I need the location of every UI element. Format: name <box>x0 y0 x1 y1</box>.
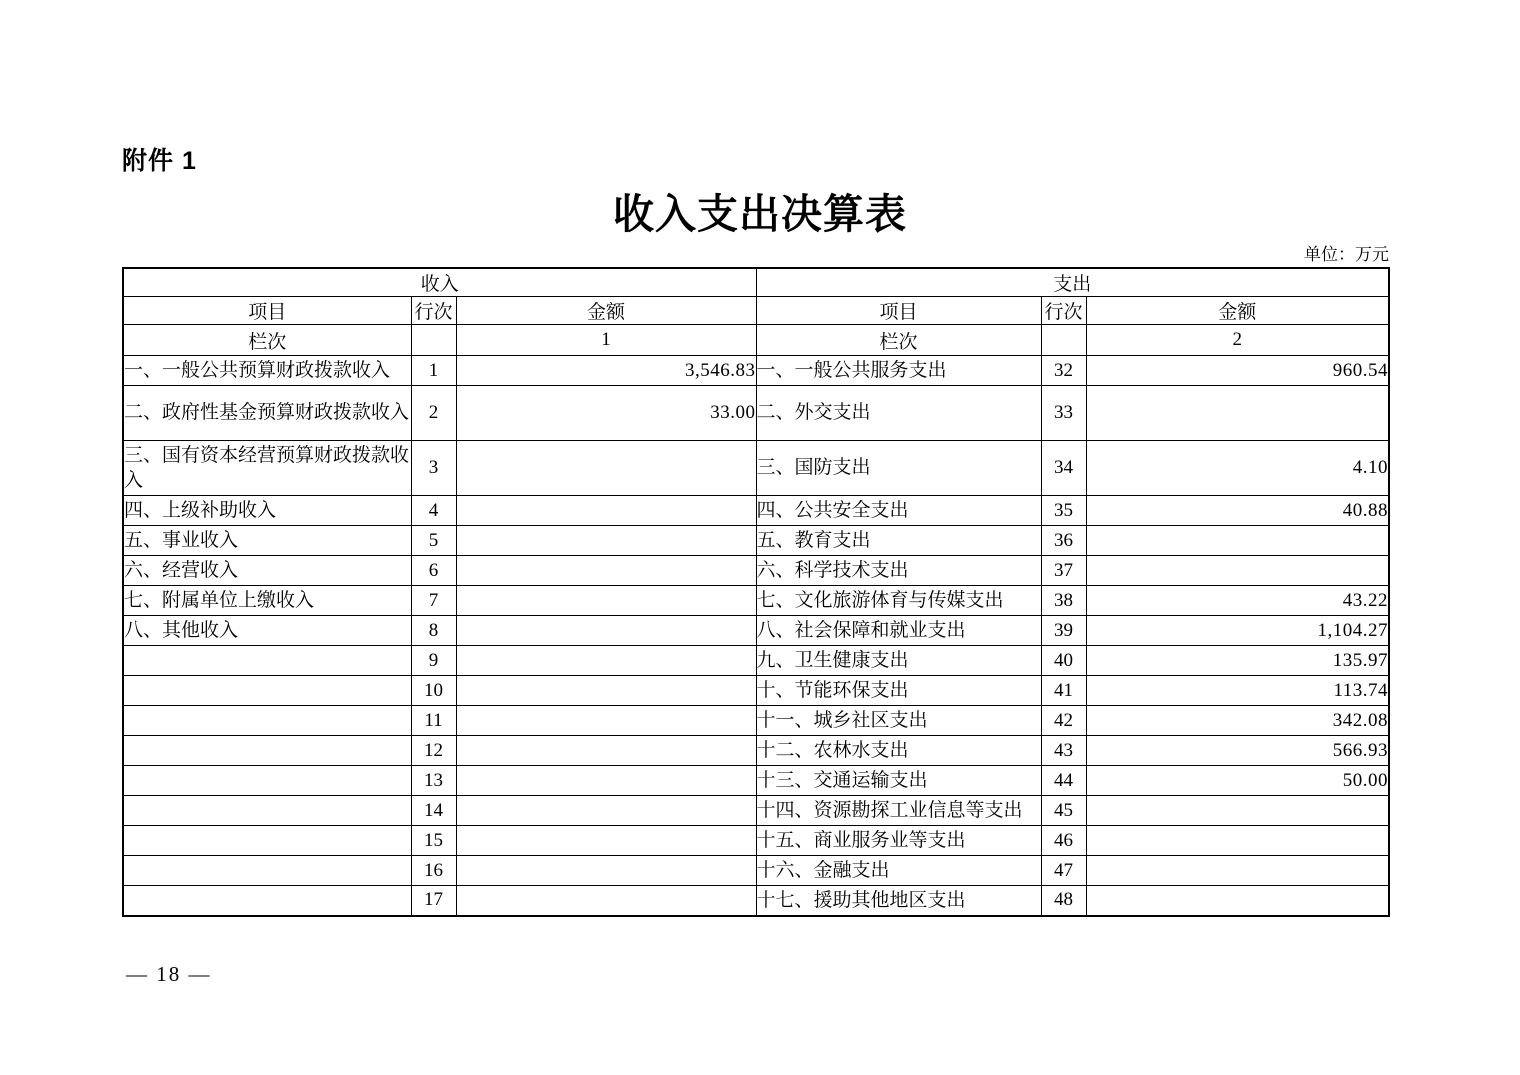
expense-item-cell: 七、文化旅游体育与传媒支出 <box>756 586 1041 616</box>
income-row-number-cell: 4 <box>411 496 456 526</box>
income-item-cell: 五、事业收入 <box>123 526 411 556</box>
expense-item-cell: 一、一般公共服务支出 <box>756 356 1041 386</box>
income-amount-cell <box>456 736 756 766</box>
page-number: — 18 — <box>126 962 212 986</box>
table-row <box>123 616 1389 646</box>
expense-item-cell: 十一、城乡社区支出 <box>756 706 1041 736</box>
table-row <box>123 886 1389 916</box>
expense-row-number-cell: 46 <box>1041 826 1086 856</box>
income-amount-cell <box>456 586 756 616</box>
expense-item-cell: 六、科学技术支出 <box>756 556 1041 586</box>
income-row-number-cell: 1 <box>411 356 456 386</box>
expense-item-header: 项目 <box>756 297 1041 325</box>
income-item-cell: 四、上级补助收入 <box>123 496 411 526</box>
income-item-cell: 二、政府性基金预算财政拨款收入 <box>123 386 411 441</box>
table-row <box>123 646 1389 676</box>
expense-item-cell: 八、社会保障和就业支出 <box>756 616 1041 646</box>
income-item-cell <box>123 826 411 856</box>
expense-row-number-cell: 42 <box>1041 706 1086 736</box>
income-item-cell: 六、经营收入 <box>123 556 411 586</box>
income-item-cell: 一、一般公共预算财政拨款收入 <box>123 356 411 386</box>
income-item-cell: 三、国有资本经营预算财政拨款收入 <box>123 441 411 496</box>
expense-row-number-cell: 47 <box>1041 856 1086 886</box>
income-amount-cell <box>456 766 756 796</box>
expense-amount-cell: 40.88 <box>1086 496 1389 526</box>
income-row-number-cell: 5 <box>411 526 456 556</box>
page-title: 收入支出决算表 <box>613 191 907 237</box>
table-row <box>123 526 1389 556</box>
expense-item-cell: 十五、商业服务业等支出 <box>756 826 1041 856</box>
expense-row-number-cell: 48 <box>1041 886 1086 916</box>
expense-item-cell: 十、节能环保支出 <box>756 676 1041 706</box>
income-item-cell <box>123 886 411 916</box>
income-row-number-cell: 13 <box>411 766 456 796</box>
expense-row-number-cell: 32 <box>1041 356 1086 386</box>
income-row-number-cell: 17 <box>411 886 456 916</box>
income-amount-cell <box>456 826 756 856</box>
income-amount-cell <box>456 526 756 556</box>
income-amount-cell <box>456 856 756 886</box>
expense-amount-header: 金额 <box>1086 297 1389 325</box>
table-row <box>123 556 1389 586</box>
income-amount-cell <box>456 496 756 526</box>
expense-item-cell: 十四、资源勘探工业信息等支出 <box>756 796 1041 826</box>
expense-amount-cell <box>1086 796 1389 826</box>
expense-row-number-cell: 33 <box>1041 386 1086 441</box>
table-row <box>123 386 1389 441</box>
expense-row-number-cell: 38 <box>1041 586 1086 616</box>
column-header-row <box>123 297 1389 325</box>
income-amount-cell: 33.00 <box>456 386 756 441</box>
income-section-header: 收入 <box>123 268 756 297</box>
income-rowno-header: 行次 <box>411 297 456 325</box>
expense-amount-cell <box>1086 886 1389 916</box>
expense-rowno-header: 行次 <box>1041 297 1086 325</box>
expense-row-number-cell: 41 <box>1041 676 1086 706</box>
expense-amount-cell <box>1086 386 1389 441</box>
income-row-number-cell: 8 <box>411 616 456 646</box>
income-item-cell: 八、其他收入 <box>123 616 411 646</box>
expense-item-cell: 二、外交支出 <box>756 386 1041 441</box>
expense-row-number-cell: 43 <box>1041 736 1086 766</box>
income-amount-cell <box>456 676 756 706</box>
expense-amount-cell: 342.08 <box>1086 706 1389 736</box>
income-amount-cell <box>456 796 756 826</box>
income-item-cell: 七、附属单位上缴收入 <box>123 586 411 616</box>
income-colindex-label: 栏次 <box>123 325 411 356</box>
expense-col-index: 2 <box>1086 325 1389 356</box>
expense-section-header: 支出 <box>756 268 1389 297</box>
income-amount-cell <box>456 616 756 646</box>
income-row-number-cell: 15 <box>411 826 456 856</box>
expense-item-cell: 十三、交通运输支出 <box>756 766 1041 796</box>
expense-amount-cell <box>1086 526 1389 556</box>
attachment-label: 附件 1 <box>122 147 197 175</box>
expense-amount-cell: 4.10 <box>1086 441 1389 496</box>
income-row-number-cell: 12 <box>411 736 456 766</box>
expense-amount-cell <box>1086 556 1389 586</box>
income-amount-cell <box>456 706 756 736</box>
table-row <box>123 826 1389 856</box>
income-amount-cell: 3,546.83 <box>456 356 756 386</box>
table-row <box>123 856 1389 886</box>
accounts-table <box>122 267 1390 917</box>
table-row <box>123 796 1389 826</box>
expense-amount-cell: 135.97 <box>1086 646 1389 676</box>
expense-row-number-cell: 40 <box>1041 646 1086 676</box>
income-row-number-cell: 16 <box>411 856 456 886</box>
income-row-number-cell: 3 <box>411 441 456 496</box>
income-col-index: 1 <box>456 325 756 356</box>
income-item-cell <box>123 706 411 736</box>
section-header-row <box>123 268 1389 297</box>
expense-item-cell: 五、教育支出 <box>756 526 1041 556</box>
income-amount-cell <box>456 886 756 916</box>
income-item-cell <box>123 736 411 766</box>
expense-row-number-cell: 36 <box>1041 526 1086 556</box>
expense-row-number-cell: 34 <box>1041 441 1086 496</box>
table-row <box>123 766 1389 796</box>
table-row <box>123 586 1389 616</box>
expense-amount-cell: 566.93 <box>1086 736 1389 766</box>
income-row-number-cell: 9 <box>411 646 456 676</box>
income-row-number-cell: 10 <box>411 676 456 706</box>
income-row-number-cell: 2 <box>411 386 456 441</box>
table-row <box>123 441 1389 496</box>
expense-row-number-cell: 37 <box>1041 556 1086 586</box>
income-row-number-cell: 11 <box>411 706 456 736</box>
expense-item-cell: 九、卫生健康支出 <box>756 646 1041 676</box>
expense-row-number-cell: 39 <box>1041 616 1086 646</box>
expense-colindex-spacer <box>1041 325 1086 356</box>
income-amount-cell <box>456 556 756 586</box>
expense-amount-cell <box>1086 856 1389 886</box>
income-item-cell <box>123 796 411 826</box>
unit-note: 单位：万元 <box>1304 245 1389 264</box>
expense-amount-cell: 43.22 <box>1086 586 1389 616</box>
expense-item-cell: 四、公共安全支出 <box>756 496 1041 526</box>
income-amount-cell <box>456 441 756 496</box>
expense-row-number-cell: 45 <box>1041 796 1086 826</box>
column-index-row <box>123 325 1389 356</box>
table-row <box>123 676 1389 706</box>
income-row-number-cell: 14 <box>411 796 456 826</box>
income-item-cell <box>123 676 411 706</box>
income-row-number-cell: 6 <box>411 556 456 586</box>
table-row <box>123 496 1389 526</box>
income-item-cell <box>123 646 411 676</box>
expense-row-number-cell: 35 <box>1041 496 1086 526</box>
expense-row-number-cell: 44 <box>1041 766 1086 796</box>
table-row <box>123 736 1389 766</box>
income-colindex-spacer <box>411 325 456 356</box>
expense-item-cell: 十二、农林水支出 <box>756 736 1041 766</box>
expense-colindex-label: 栏次 <box>756 325 1041 356</box>
expense-item-cell: 三、国防支出 <box>756 441 1041 496</box>
income-item-cell <box>123 856 411 886</box>
expense-amount-cell <box>1086 826 1389 856</box>
expense-item-cell: 十七、援助其他地区支出 <box>756 886 1041 916</box>
income-item-header: 项目 <box>123 297 411 325</box>
expense-amount-cell: 50.00 <box>1086 766 1389 796</box>
table-row <box>123 356 1389 386</box>
table-row <box>123 706 1389 736</box>
expense-amount-cell: 1,104.27 <box>1086 616 1389 646</box>
expense-amount-cell: 113.74 <box>1086 676 1389 706</box>
income-row-number-cell: 7 <box>411 586 456 616</box>
income-amount-header: 金额 <box>456 297 756 325</box>
income-amount-cell <box>456 646 756 676</box>
expense-amount-cell: 960.54 <box>1086 356 1389 386</box>
expense-item-cell: 十六、金融支出 <box>756 856 1041 886</box>
income-item-cell <box>123 766 411 796</box>
